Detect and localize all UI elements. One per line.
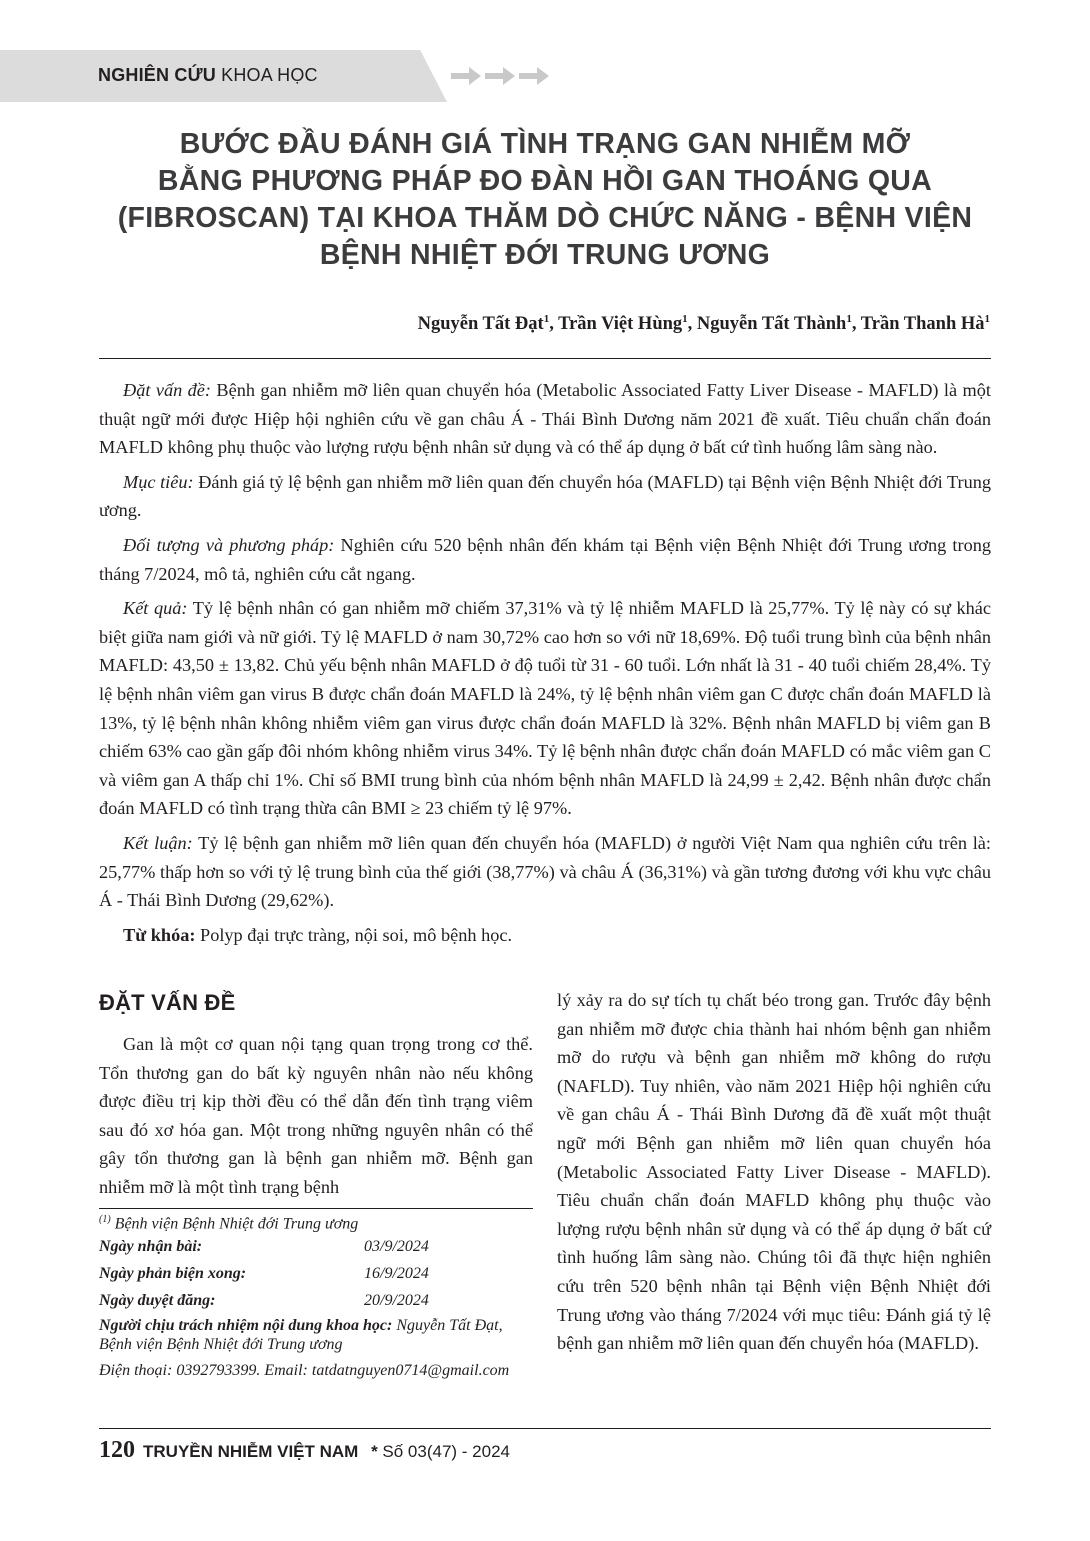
issue-number: Số 03(47) - 2024: [382, 1442, 510, 1461]
article-title: [90, 126, 1000, 274]
author-list: Nguyễn Tất Đạt$^1$, Trần Việt Hùng$^1$, Nguyễn Tất Thành$^1$, Trần Thanh $Hà^1$: [417, 313, 990, 335]
reviewed-row: Ngày phản biện xong: 16/9/2024: [99, 1264, 429, 1282]
divider: [99, 358, 991, 359]
title-line: BỆNH NHIỆT ĐỚI TRUNG ƯƠNG: [319, 239, 771, 271]
footnote: [99, 1208, 533, 1380]
journal-name: TRUYỀN NHIỄM VIỆT NAM: [143, 1442, 359, 1461]
abstract-objective: Mục tiêu: Đánh giá tỷ lệ bệnh gan nhiễm mỡ liên quan đến chuyển hóa (MAFLD) tại Bệnh viện Bệnh Nhiệt đới Trung ương.: [99, 471, 991, 521]
abstract-background: Đặt vấn đề: Bệnh gan nhiễm mỡ liên quan chuyển hóa (Metabolic Associated Fatty Liver Disease - MAFLD) là một thuật ngữ mới được Hiệp hội nghiên cứu về gan châu Á - Thái Bình Dương năm 2021 đề xuất. Tiêu chuẩn chẩn đoán MAFLD không phụ thuộc vào lượng rượu bệnh nhân sử dụng và có thể áp dụng ở bất cứ tình huống lâm sàng nào.: [99, 380, 991, 458]
page-number: 120: [99, 1437, 135, 1463]
abstract: [99, 376, 991, 955]
arrow-right-icon: [485, 64, 515, 88]
author-name: Nguyễn Tất Đạt: [417, 314, 544, 335]
contact-info: Điện thoại: 0392793399. Email: tatdatnguyen0714@gmail.com: [99, 1362, 510, 1380]
accepted-row: Ngày duyệt đăng: 20/9/2024: [99, 1291, 429, 1309]
abstract-results: Kết quả: Tỷ lệ bệnh nhân có gan nhiễm mỡ chiếm 37,31% và tỷ lệ nhiễm MAFLD là 25,77%. Tỷ lệ này có sự khác biệt giữa nam giới và nữ giới. Tỷ lệ MAFLD ở nam 30,72% cao hơn so với nữ 18,69%. Độ tuổi trung bình của bệnh nhân MAFLD: 43,50 ± 13,82. Chủ yếu bệnh nhân MAFLD ở độ tuổi từ 31 - 60 tuổi. Lớn nhất là 31 - 40 tuổi chiếm 28,4%. Tỷ lệ bệnh nhân viêm gan virus B được chẩn đoán MAFLD là 24%, tỷ lệ bệnh nhân viêm gan C được chẩn đoán MAFLD là 13%, tỷ lệ bệnh nhân không nhiễm viêm gan virus được chẩn đoán MAFLD là 32%. Bệnh nhân MAFLD bị viêm gan B chiếm 63% cao gần gấp đôi nhóm không nhiễm virus 34%. Tỷ lệ bệnh nhân được chẩn đoán MAFLD có mắc viêm gan C và viêm gan A thấp chỉ 1%. Chỉ số BMI trung bình của nhóm bệnh nhân MAFLD là 24,99 ± 2,42. Bệnh nhân được chẩn đoán MAFLD có tình trạng thừa cân BMI ≥ 23 chiếm tỷ lệ 97%.: [99, 598, 992, 819]
footer-divider: [99, 1428, 991, 1429]
arrow-right-icon: [519, 64, 549, 88]
arrow-right-icon: [451, 64, 481, 88]
section-heading: ĐẶT VẤN ĐỀ: [99, 990, 236, 1015]
title-line: (FIBROSCAN) TẠI KHOA THĂM DÒ CHỨC NĂNG - BỆNH VIỆN: [117, 202, 973, 234]
section-label: NGHIÊN CỨU KHOA HỌC: [98, 65, 318, 85]
author-name: Nguyễn Tất Thành: [696, 314, 847, 335]
abstract-conclusion: Kết luận: Tỷ lệ bệnh gan nhiễm mỡ liên quan đến chuyển hóa (MAFLD) ở người Việt Nam qua nghiên cứu trên là: 25,77% thấp hơn so với tỷ lệ trung bình của thế giới (38,77%) và châu Á (36,31%) và gần tương đương với khu vực châu Á - Thái Bình Dương (29,62%).: [99, 832, 991, 911]
abstract-methods: Đối tượng và phương pháp: Nghiên cứu 520 bệnh nhân đến khám tại Bệnh viện Bệnh Nhiệt đới Trung ương trong tháng 7/2024, mô tả, nghiên cứu cắt ngang.: [99, 534, 991, 584]
received-row: Ngày nhận bài: 03/9/2024: [99, 1237, 429, 1255]
author-name: Trần Thanh Hà: [860, 314, 985, 335]
author-name: Trần Việt Hùng: [558, 314, 683, 335]
affiliation: $^{(1)}$ Bệnh viện Bệnh Nhiệt đới Trung ương: [99, 1214, 359, 1233]
title-line: BẰNG PHƯƠNG PHÁP ĐO ĐÀN HỒI GAN THOÁNG QUA: [157, 165, 933, 197]
body-paragraph: lý xảy ra do sự tích tụ chất béo trong gan. Trước đây bệnh gan nhiễm mỡ được chia thành hai nhóm bệnh gan nhiễm mỡ do rượu và bệnh gan nhiễm mỡ không do rượu (NAFLD). Tuy nhiên, vào năm 2021 Hiệp hội nghiên cứu về gan châu Á - Thái Bình Dương đã đề xuất một thuật ngữ mới Bệnh gan nhiễm mỡ liên quan chuyển hóa (Metabolic Associated Fatty Liver Disease - MAFLD). Tiêu chuẩn chẩn đoán MAFLD không phụ thuộc vào lượng rượu bệnh nhân sử dụng và có thể áp dụng ở bất cứ tình huống lâm sàng nào. Chúng tôi đã thực hiện nghiên cứu trên 520 bệnh nhân tại Bệnh viện Bệnh Nhiệt đới Trung ương vào tháng 7/2024 với mục tiêu: Đánh giá tỷ lệ bệnh gan nhiễm mỡ liên quan đến chuyển hóa (MAFLD).: [557, 990, 991, 1354]
responsible-person: Người chịu trách nhiệm nội dung khoa học: Nguyễn Tất Đạt, Bệnh viện Bệnh Nhiệt đới Trung ương: [99, 1317, 503, 1354]
body-column-left: [99, 1030, 533, 1202]
arrow-decoration: [451, 64, 549, 88]
body-column-right: [557, 986, 991, 1358]
keywords: Từ khóa: Polyp đại trực tràng, nội soi, mô bệnh học.: [123, 924, 513, 945]
body-paragraph: Gan là một cơ quan nội tạng quan trọng trong cơ thể. Tổn thương gan do bất kỳ nguyên nhân nào nếu không được điều trị kịp thời đều có thể dẫn đến tình trạng viêm sau đó xơ hóa gan. Một trong những nguyên nhân có thể gây tổn thương gan là bệnh gan nhiễm mỡ. Bệnh gan nhiễm mỡ là một tình trạng bệnh: [99, 1034, 533, 1197]
title-line: BƯỚC ĐẦU ĐÁNH GIÁ TÌNH TRẠNG GAN NHIỄM MỠ: [179, 128, 911, 160]
page-footer: 120 TRUYỀN NHIỄM VIỆT NAM * Số 03(47) - 2024: [99, 1437, 510, 1463]
